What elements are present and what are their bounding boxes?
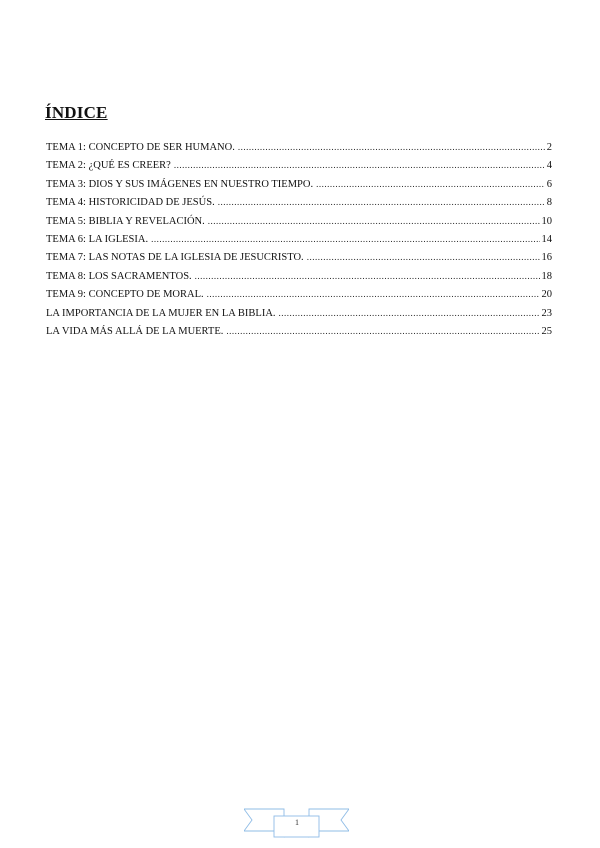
- toc-entry-title: TEMA 8: LOS SACRAMENTOS.: [46, 270, 192, 282]
- toc-dot-leader: [207, 285, 540, 303]
- toc-entry[interactable]: [46, 212, 552, 230]
- toc-dot-leader: [174, 156, 545, 174]
- toc-entry-page: 23: [541, 307, 552, 319]
- toc-dot-leader: [316, 175, 545, 193]
- toc-entry-title: TEMA 4: HISTORICIDAD DE JESÚS.: [46, 197, 215, 209]
- toc-dot-leader: [218, 193, 545, 211]
- toc-entry[interactable]: [46, 156, 552, 174]
- toc-dot-leader: [238, 138, 545, 156]
- toc-entry[interactable]: [46, 175, 552, 193]
- toc-dot-leader: [151, 230, 539, 248]
- toc-entry[interactable]: [46, 193, 552, 211]
- toc-entry-page: 6: [546, 178, 552, 190]
- toc-entry[interactable]: [46, 248, 552, 266]
- toc-entry-title: TEMA 6: LA IGLESIA.: [46, 233, 149, 245]
- toc-entry[interactable]: [46, 138, 552, 156]
- toc-entry-page: 4: [546, 160, 552, 172]
- toc-entry-page: 20: [541, 289, 552, 301]
- toc-dot-leader: [279, 304, 540, 322]
- toc-entry[interactable]: [46, 285, 552, 303]
- toc-dot-leader: [208, 212, 540, 230]
- toc-entry-title: TEMA 1: CONCEPTO DE SER HUMANO.: [46, 142, 235, 153]
- toc-entry-title: LA VIDA MÁS ALLÁ DE LA MUERTE.: [46, 325, 224, 337]
- toc-list: [46, 138, 552, 340]
- toc-entry-title: TEMA 5: BIBLIA Y REVELACIÓN.: [46, 215, 205, 227]
- page-number: 1: [295, 818, 299, 827]
- toc-entry-page: 25: [541, 325, 552, 337]
- toc-heading: ÍNDICE: [45, 103, 108, 122]
- toc-entry-title: TEMA 3: DIOS Y SUS IMÁGENES EN NUESTRO TIEMPO.: [46, 178, 314, 190]
- toc-dot-leader: [195, 267, 540, 285]
- toc-entry-page: 18: [541, 270, 552, 282]
- toc-entry-title: TEMA 9: CONCEPTO DE MORAL.: [46, 289, 204, 301]
- toc-entry-page: 16: [541, 252, 552, 264]
- toc-entry-page: 10: [541, 215, 552, 227]
- toc-entry[interactable]: [46, 267, 552, 285]
- toc-entry[interactable]: [46, 230, 552, 248]
- toc-dot-leader: [226, 322, 539, 340]
- toc-entry-page: 2: [546, 142, 552, 153]
- toc-entry-page: 14: [541, 233, 552, 245]
- toc-entry-page: 8: [546, 197, 552, 209]
- toc-entry[interactable]: [46, 322, 552, 340]
- toc-entry-title: LA IMPORTANCIA DE LA MUJER EN LA BIBLIA.: [46, 307, 276, 319]
- toc-entry-title: TEMA 7: LAS NOTAS DE LA IGLESIA DE JESUCRISTO.: [46, 252, 304, 264]
- toc-entry-title: TEMA 2: ¿QUÉ ES CREER?: [46, 160, 171, 172]
- toc-entry[interactable]: [46, 304, 552, 322]
- toc-dot-leader: [307, 248, 540, 266]
